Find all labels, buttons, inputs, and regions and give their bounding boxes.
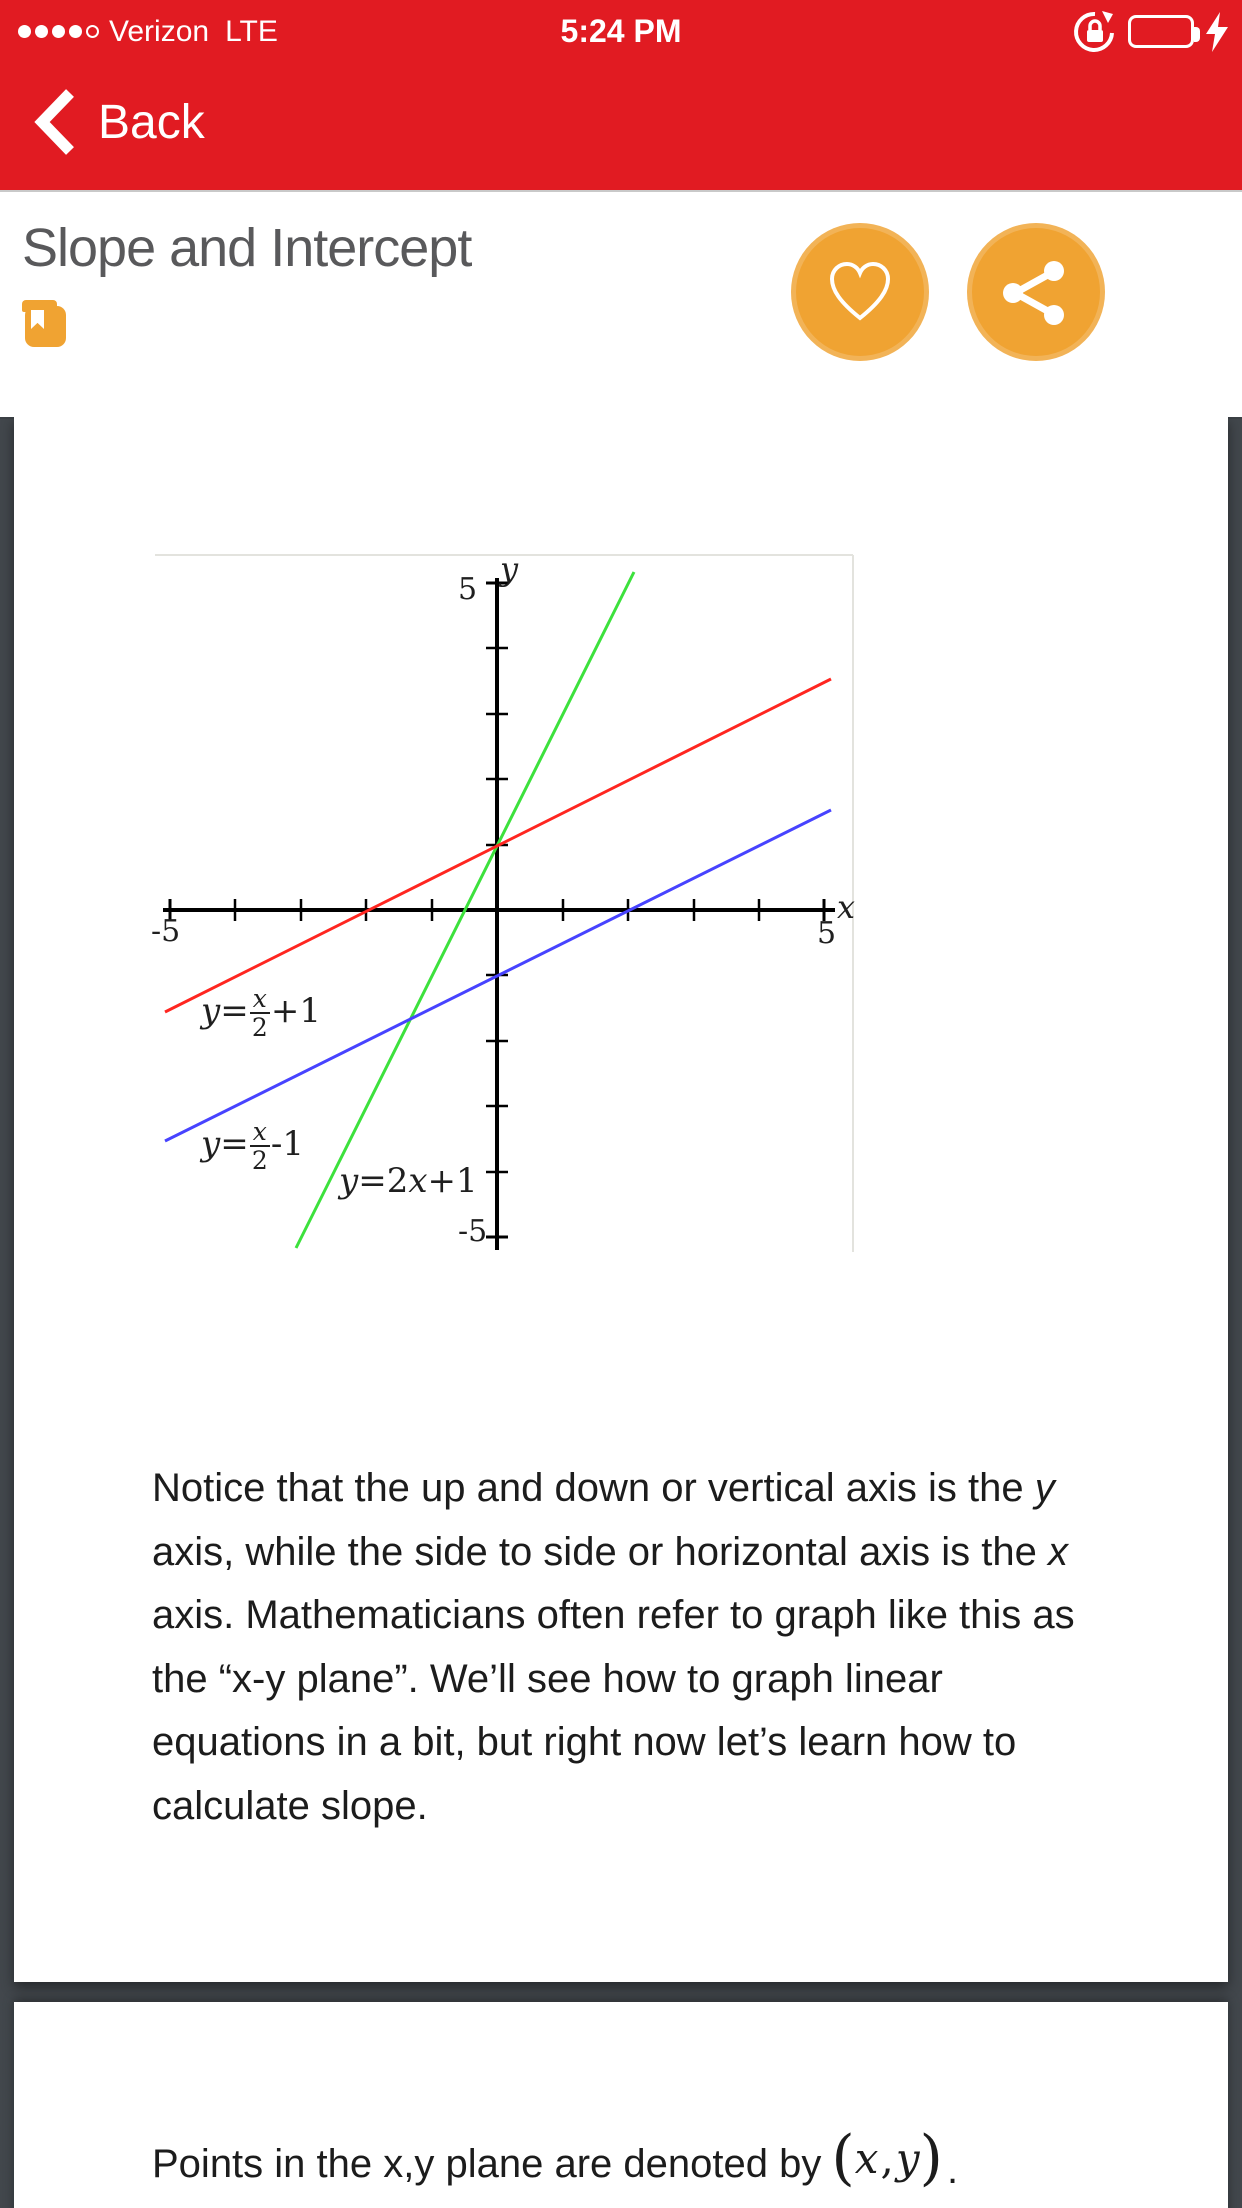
points-sentence: Points in the x,y plane are denoted by ( x , y ) .	[152, 2123, 959, 2193]
paragraph-line: axis, while the side to side or horizontal axis is the x	[152, 1529, 1068, 1574]
favorite-button[interactable]	[791, 223, 929, 361]
paragraph-line: the “x-y plane”. We’ll see how to graph linear	[152, 1656, 943, 1701]
points-card	[14, 2002, 1228, 2208]
y-min-label: -5	[458, 1214, 488, 1249]
page-title: Slope and Intercept	[22, 218, 472, 278]
red-line-equation: y = $\frac{x}{2}$ +1	[201, 984, 321, 1042]
back-button[interactable]	[34, 89, 205, 155]
x-min-label: -5	[151, 914, 181, 949]
paragraph-line: calculate slope.	[152, 1783, 428, 1828]
lesson-content	[0, 417, 1242, 2208]
paragraph-line: Notice that the up and down or vertical axis is the y	[152, 1466, 1055, 1510]
battery-icon	[1128, 15, 1194, 48]
back-label: Back	[98, 95, 205, 149]
paragraph-line: equations in a bit, but right now let’s learn how to	[152, 1720, 1017, 1764]
back-chevron-icon	[34, 89, 76, 155]
share-button[interactable]	[967, 223, 1105, 361]
paragraph-line: axis. Mathematicians often refer to graph like this as	[152, 1593, 1075, 1637]
blue-line-equation: y = $\frac{x}{2}$ -1	[201, 1117, 304, 1175]
x-max-label: 5	[817, 916, 837, 951]
status-bar-right	[1072, 0, 1230, 63]
clock: 5:24 PM	[560, 13, 682, 49]
book-icon	[22, 300, 66, 347]
y-max-label: 5	[458, 572, 478, 607]
nav-bar	[0, 63, 1242, 190]
fraction: $\frac{x}{2}$	[250, 1119, 270, 1173]
heart-icon	[826, 260, 894, 324]
xy-plane-graph	[151, 548, 856, 1260]
battery-tip	[1194, 27, 1200, 42]
xy-tuple-math: ( x , y )	[831, 2123, 943, 2193]
green-line-equation: y =2 x +1	[339, 1161, 478, 1201]
carrier-label: Verizon	[109, 14, 210, 48]
share-icon	[999, 255, 1073, 329]
y-axis-label: y	[500, 550, 519, 588]
lesson-card	[14, 417, 1228, 1982]
x-axis-label: x	[837, 888, 856, 926]
network-type-label: LTE	[225, 14, 278, 48]
orientation-lock-icon	[1072, 9, 1118, 55]
status-bar	[0, 0, 1242, 63]
charging-bolt-icon	[1204, 12, 1230, 52]
lesson-header	[0, 190, 1242, 417]
fraction: $\frac{x}{2}$	[250, 986, 270, 1040]
lesson-paragraph	[152, 1457, 1172, 1838]
